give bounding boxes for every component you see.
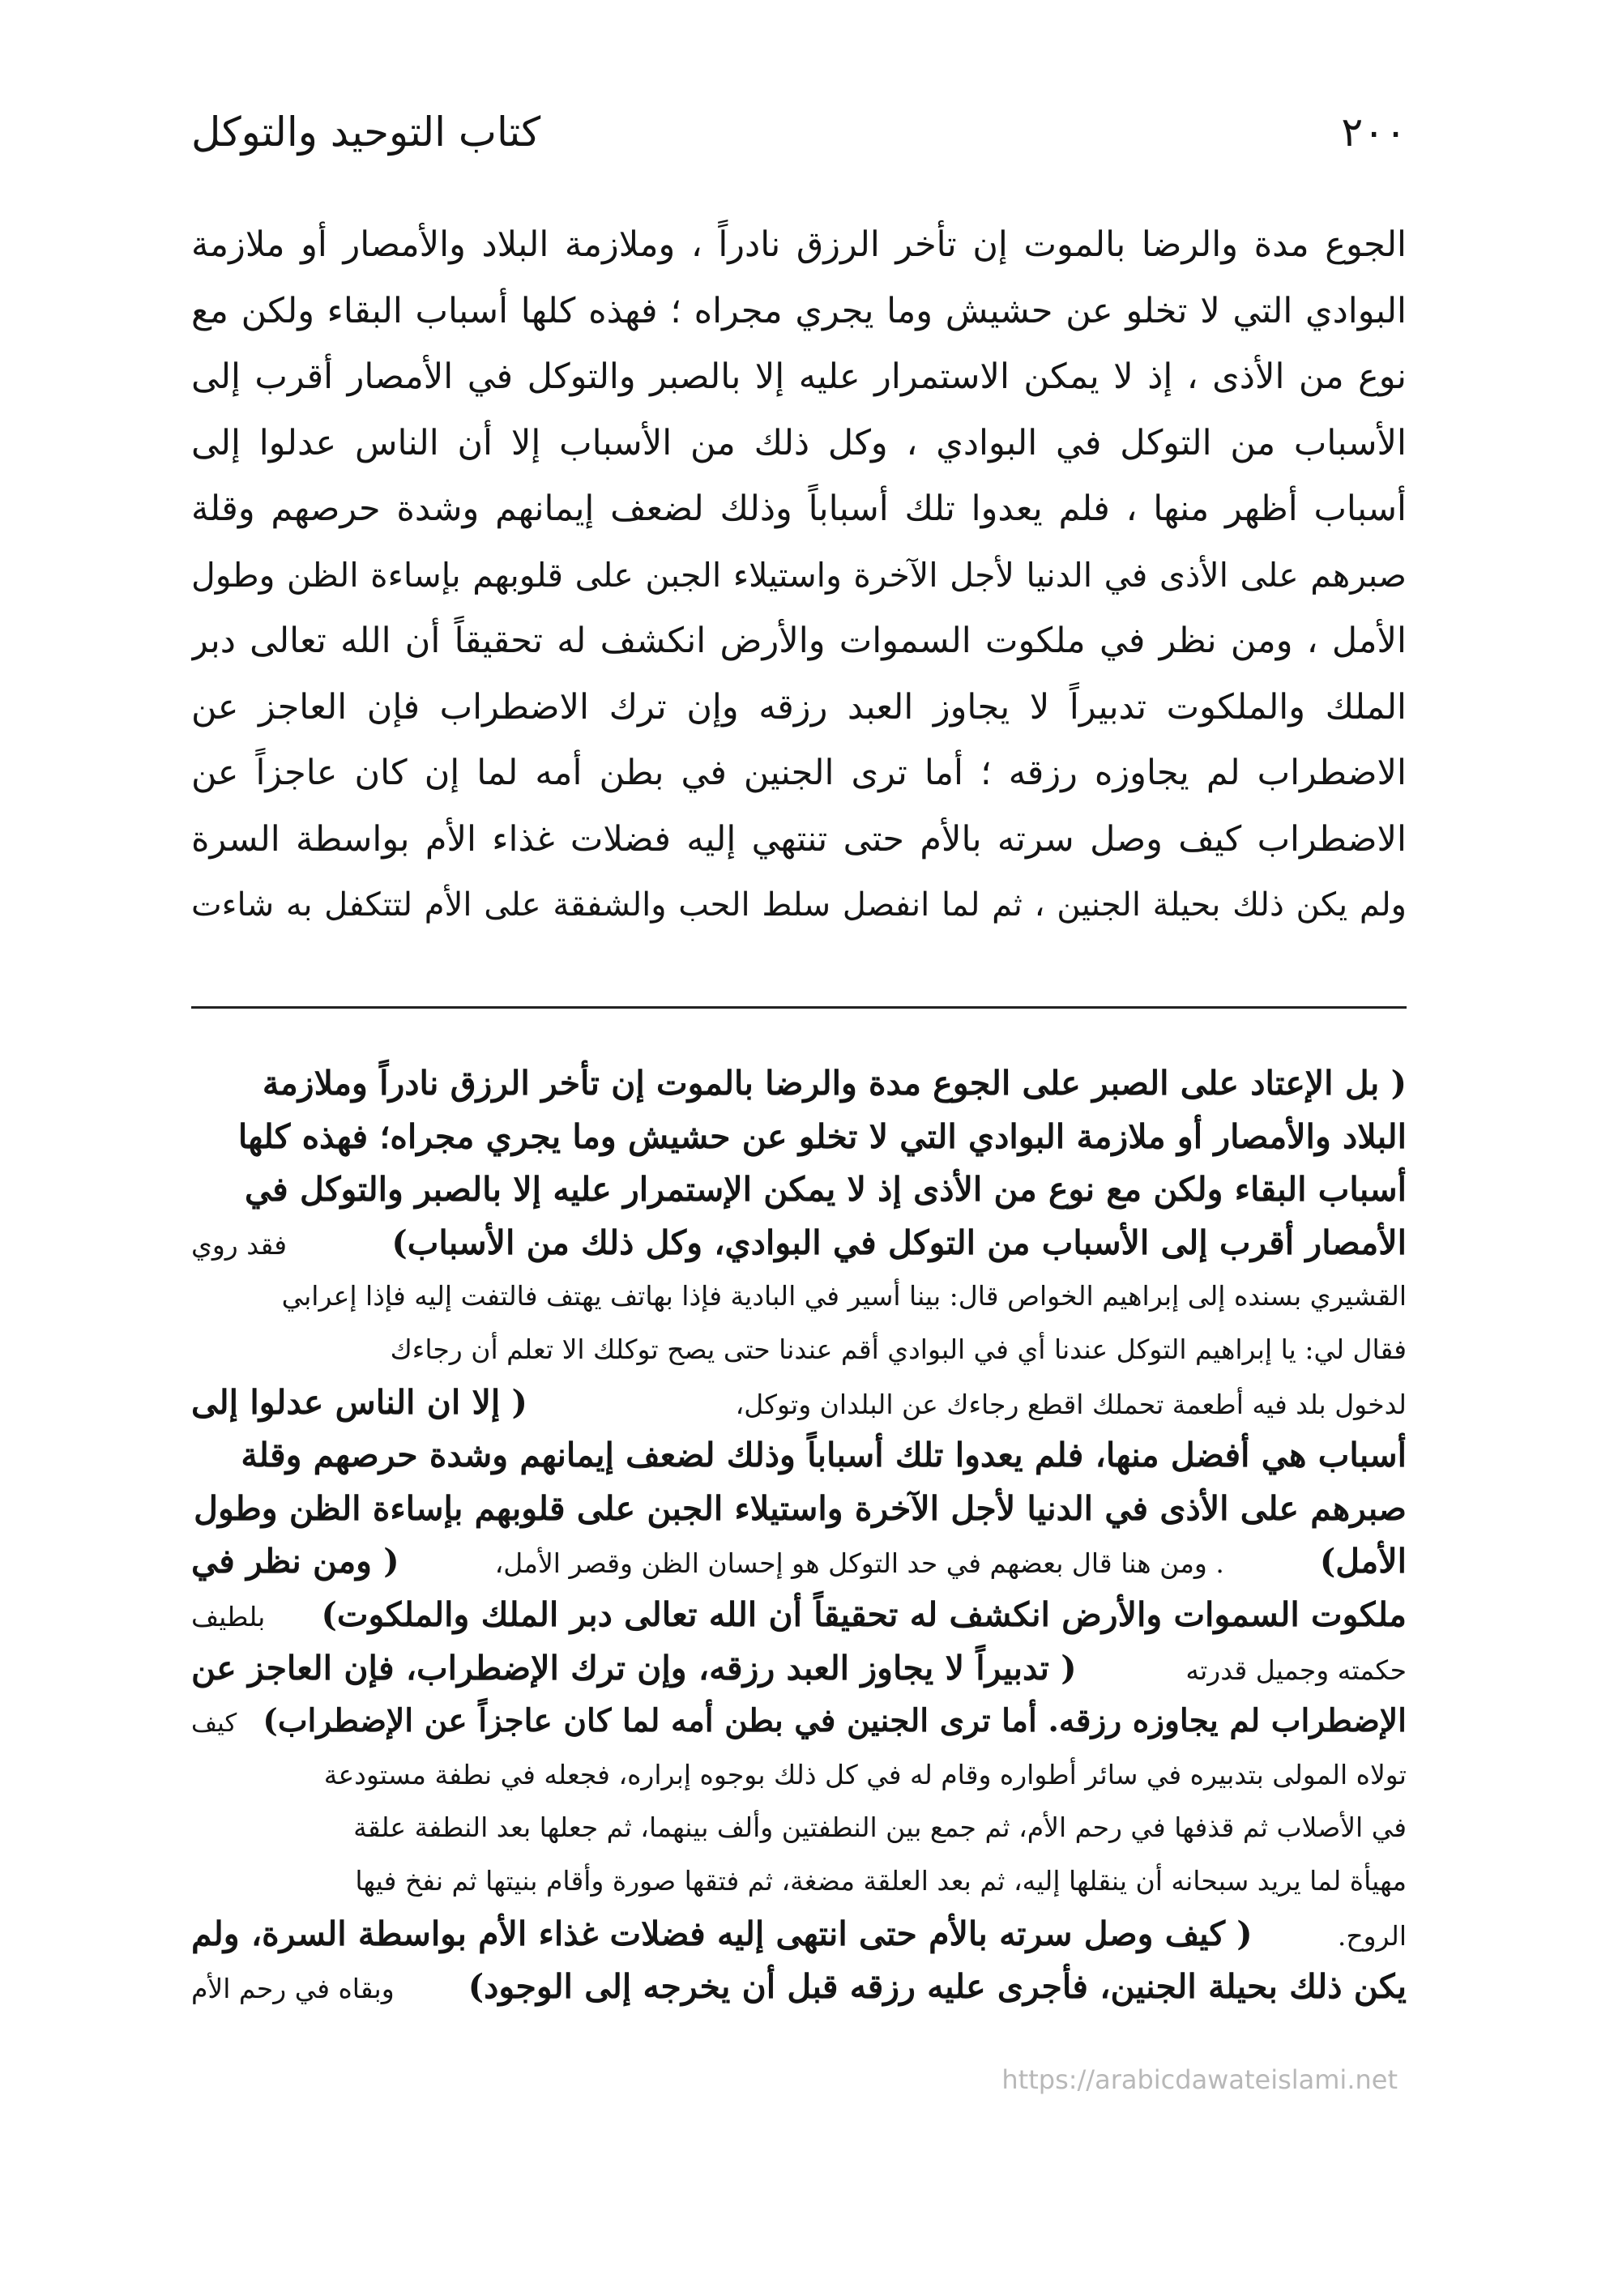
- commentary-line: [191, 1642, 1407, 1696]
- quoted-text: ( كيف وصل سرته بالأم حتى انتهى إليه فضلات غذاء الأم بواسطة السرة، ولم: [191, 1914, 1253, 1953]
- main-text-line: الملك والملكوت تدبيراً لا يجاوز العبد رزقه وإن ترك الاضطراب فإن العاجز عن: [191, 686, 1407, 728]
- commentary-line: [191, 1908, 1407, 1961]
- main-text-line: الاضطراب لم يجاوزه رزقه ؛ أما ترى الجنين في بطن أمه لما إن كان عاجزاً عن: [191, 753, 1407, 793]
- quoted-text: الإضطراب لم يجاوزه رزقه. أما ترى الجنين في بطن أمه لما كان عاجزاً عن الإضطراب): [263, 1702, 1407, 1740]
- commentary-line: [191, 1483, 1407, 1536]
- commentary-text: [191, 1057, 1407, 2014]
- quoted-text: ( ومن نظر في: [191, 1542, 399, 1581]
- main-text-line: الجوع مدة والرضا بالموت إن تأخر الرزق نادراً ، وملازمة البلاد والأمصار أو ملازمة: [191, 224, 1407, 265]
- commentary-line: [191, 1801, 1407, 1854]
- commentary-run: كيف: [191, 1709, 237, 1739]
- quoted-text: ( تدبيراً لا يجاوز العبد رزقه، وإن ترك الإضطراب، فإن العاجز عن: [191, 1648, 1077, 1688]
- page-number: ٢٠٠: [1341, 109, 1407, 156]
- quoted-text: الأمصار أقرب إلى الأسباب من التوكل في البوادي، وكل ذلك من الأسباب): [391, 1223, 1407, 1262]
- main-text-line: أسباب أظهر منها ، فلم يعدوا تلك أسباباً وذلك لضعف إيمانهم وشدة حرصهم وقلة: [191, 489, 1407, 529]
- watermark: https://arabicdawateislami.net: [1001, 2064, 1398, 2095]
- commentary-line: [191, 1376, 1407, 1430]
- page-header: [191, 96, 1407, 169]
- commentary-line: [191, 1323, 1407, 1376]
- commentary-run: فقال لي: يا إبراهيم التوكل عندنا أي في البوادي أقم عندنا حتى يصح توكلك الا تعلم أن رجاءك: [390, 1333, 1407, 1365]
- main-text-line: نوع من الأذى ، إذ لا يمكن الاستمرار عليه إلا بالصبر والتوكل في الأمصار أقرب إلى: [191, 356, 1407, 397]
- commentary-run: حكمته وجميل قدرته: [1185, 1654, 1407, 1686]
- quoted-text: الأمل): [1319, 1542, 1407, 1581]
- quoted-text: يكن ذلك بحيلة الجنين، فأجرى عليه رزقه قبل أن يخرجه إلى الوجود): [468, 1967, 1407, 2007]
- commentary-run: بلطيف: [191, 1600, 266, 1632]
- commentary-line: [191, 1854, 1407, 1908]
- commentary-line: [191, 1535, 1407, 1589]
- book-title: كتاب التوحيد والتوكل: [191, 109, 541, 156]
- main-text-line: صبرهم على الأذى في الدنيا لأجل الآخرة واستيلاء الجبن على قلوبهم بإساءة الظن وطول: [191, 555, 1407, 595]
- commentary-run: القشيري بسنده إلى إبراهيم الخواص قال: بينا أسير في البادية فإذا بهاتف يهتف فالتفت إليه فإذا إعرابي: [281, 1280, 1407, 1312]
- footnote-separator: [191, 1006, 1407, 1009]
- commentary-run: فقد روي: [191, 1228, 287, 1261]
- main-text: [191, 212, 1407, 939]
- commentary-line: [191, 1057, 1407, 1111]
- commentary-run: مهيأة لما يريد سبحانه أن ينقلها إليه، ثم بعد العلقة مضغة، ثم فتقها صورة وأقام بنيتها ثم نفخ فيها: [355, 1864, 1407, 1897]
- main-text-line: البوادي التي لا تخلو عن حشيش وما يجري مجراه ؛ فهذه كلها أسباب البقاء ولكن مع: [191, 290, 1407, 331]
- commentary-line: [191, 1429, 1407, 1483]
- commentary-line: [191, 1163, 1407, 1217]
- quoted-text: صبرهم على الأذى في الدنيا لأجل الآخرة واستيلاء الجبن على قلوبهم بإساءة الظن وطول: [194, 1488, 1407, 1528]
- commentary-run: لدخول بلد فيه أطعمة تحملك اقطع رجاءك عن البلدان وتوكل،: [735, 1388, 1407, 1420]
- commentary-line: [191, 1270, 1407, 1323]
- commentary-run: تولاه المولى بتدبيره في سائر أطواره وقام له في كل ذلك بوجوه إبراره، فجعله في نطفة مستودعة: [323, 1758, 1407, 1790]
- commentary-run: الروح.: [1337, 1919, 1407, 1952]
- commentary-line: [191, 1748, 1407, 1802]
- main-text-line: الأسباب من التوكل في البوادي ، وكل ذلك من الأسباب إلا أن الناس عدلوا إلى: [191, 422, 1407, 463]
- commentary-run: وبقاه في رحم الأم: [191, 1973, 395, 2005]
- quoted-text: أسباب هي أفضل منها، فلم يعدوا تلك أسباباً وذلك لضعف إيمانهم وشدة حرصهم وقلة: [241, 1436, 1407, 1475]
- quoted-text: ملكوت السموات والأرض انكشف له تحقيقاً أن الله تعالى دبر الملك والملكوت): [321, 1594, 1407, 1634]
- commentary-line: [191, 1695, 1407, 1748]
- quoted-text: ( بل الإعتاد على الصبر على الجوع مدة والرضا بالموت إن تأخر الرزق نادراً وملازمة: [262, 1064, 1407, 1103]
- main-text-line: ولم يكن ذلك بحيلة الجنين ، ثم لما انفصل سلط الحب والشفقة على الأم لتتكفل به شاءت: [191, 886, 1407, 924]
- quoted-text: أسباب البقاء ولكن مع نوع من الأذى إذ لا يمكن الإستمرار عليه إلا بالصبر والتوكل في: [244, 1170, 1407, 1210]
- main-text-line: الأمل ، ومن نظر في ملكوت السموات والأرض انكشف له تحقيقاً أن الله تعالى دبر: [191, 621, 1407, 661]
- commentary-run: . ومن هنا قال بعضهم في حد التوكل هو إحسان الظن وقصر الأمل،: [494, 1547, 1224, 1580]
- quoted-text: البلاد والأمصار أو ملازمة البوادي التي لا تخلو عن حشيش وما يجري مجراه؛ فهذه كلها: [237, 1116, 1407, 1156]
- commentary-line: [191, 1217, 1407, 1270]
- commentary-line: [191, 1589, 1407, 1642]
- commentary-run: في الأصلاب ثم قذفها في رحم الأم، ثم جمع بين النطفتين وألف بينهما، ثم جعلها بعد النطفة علقة: [353, 1812, 1407, 1844]
- commentary-line: [191, 1111, 1407, 1164]
- commentary-line: [191, 1961, 1407, 2014]
- main-text-line: الاضطراب كيف وصل سرته بالأم حتى تنتهي إليه فضلات غذاء الأم بواسطة السرة: [191, 818, 1407, 860]
- quoted-text: ( إلا ان الناس عدلوا إلى: [191, 1382, 527, 1422]
